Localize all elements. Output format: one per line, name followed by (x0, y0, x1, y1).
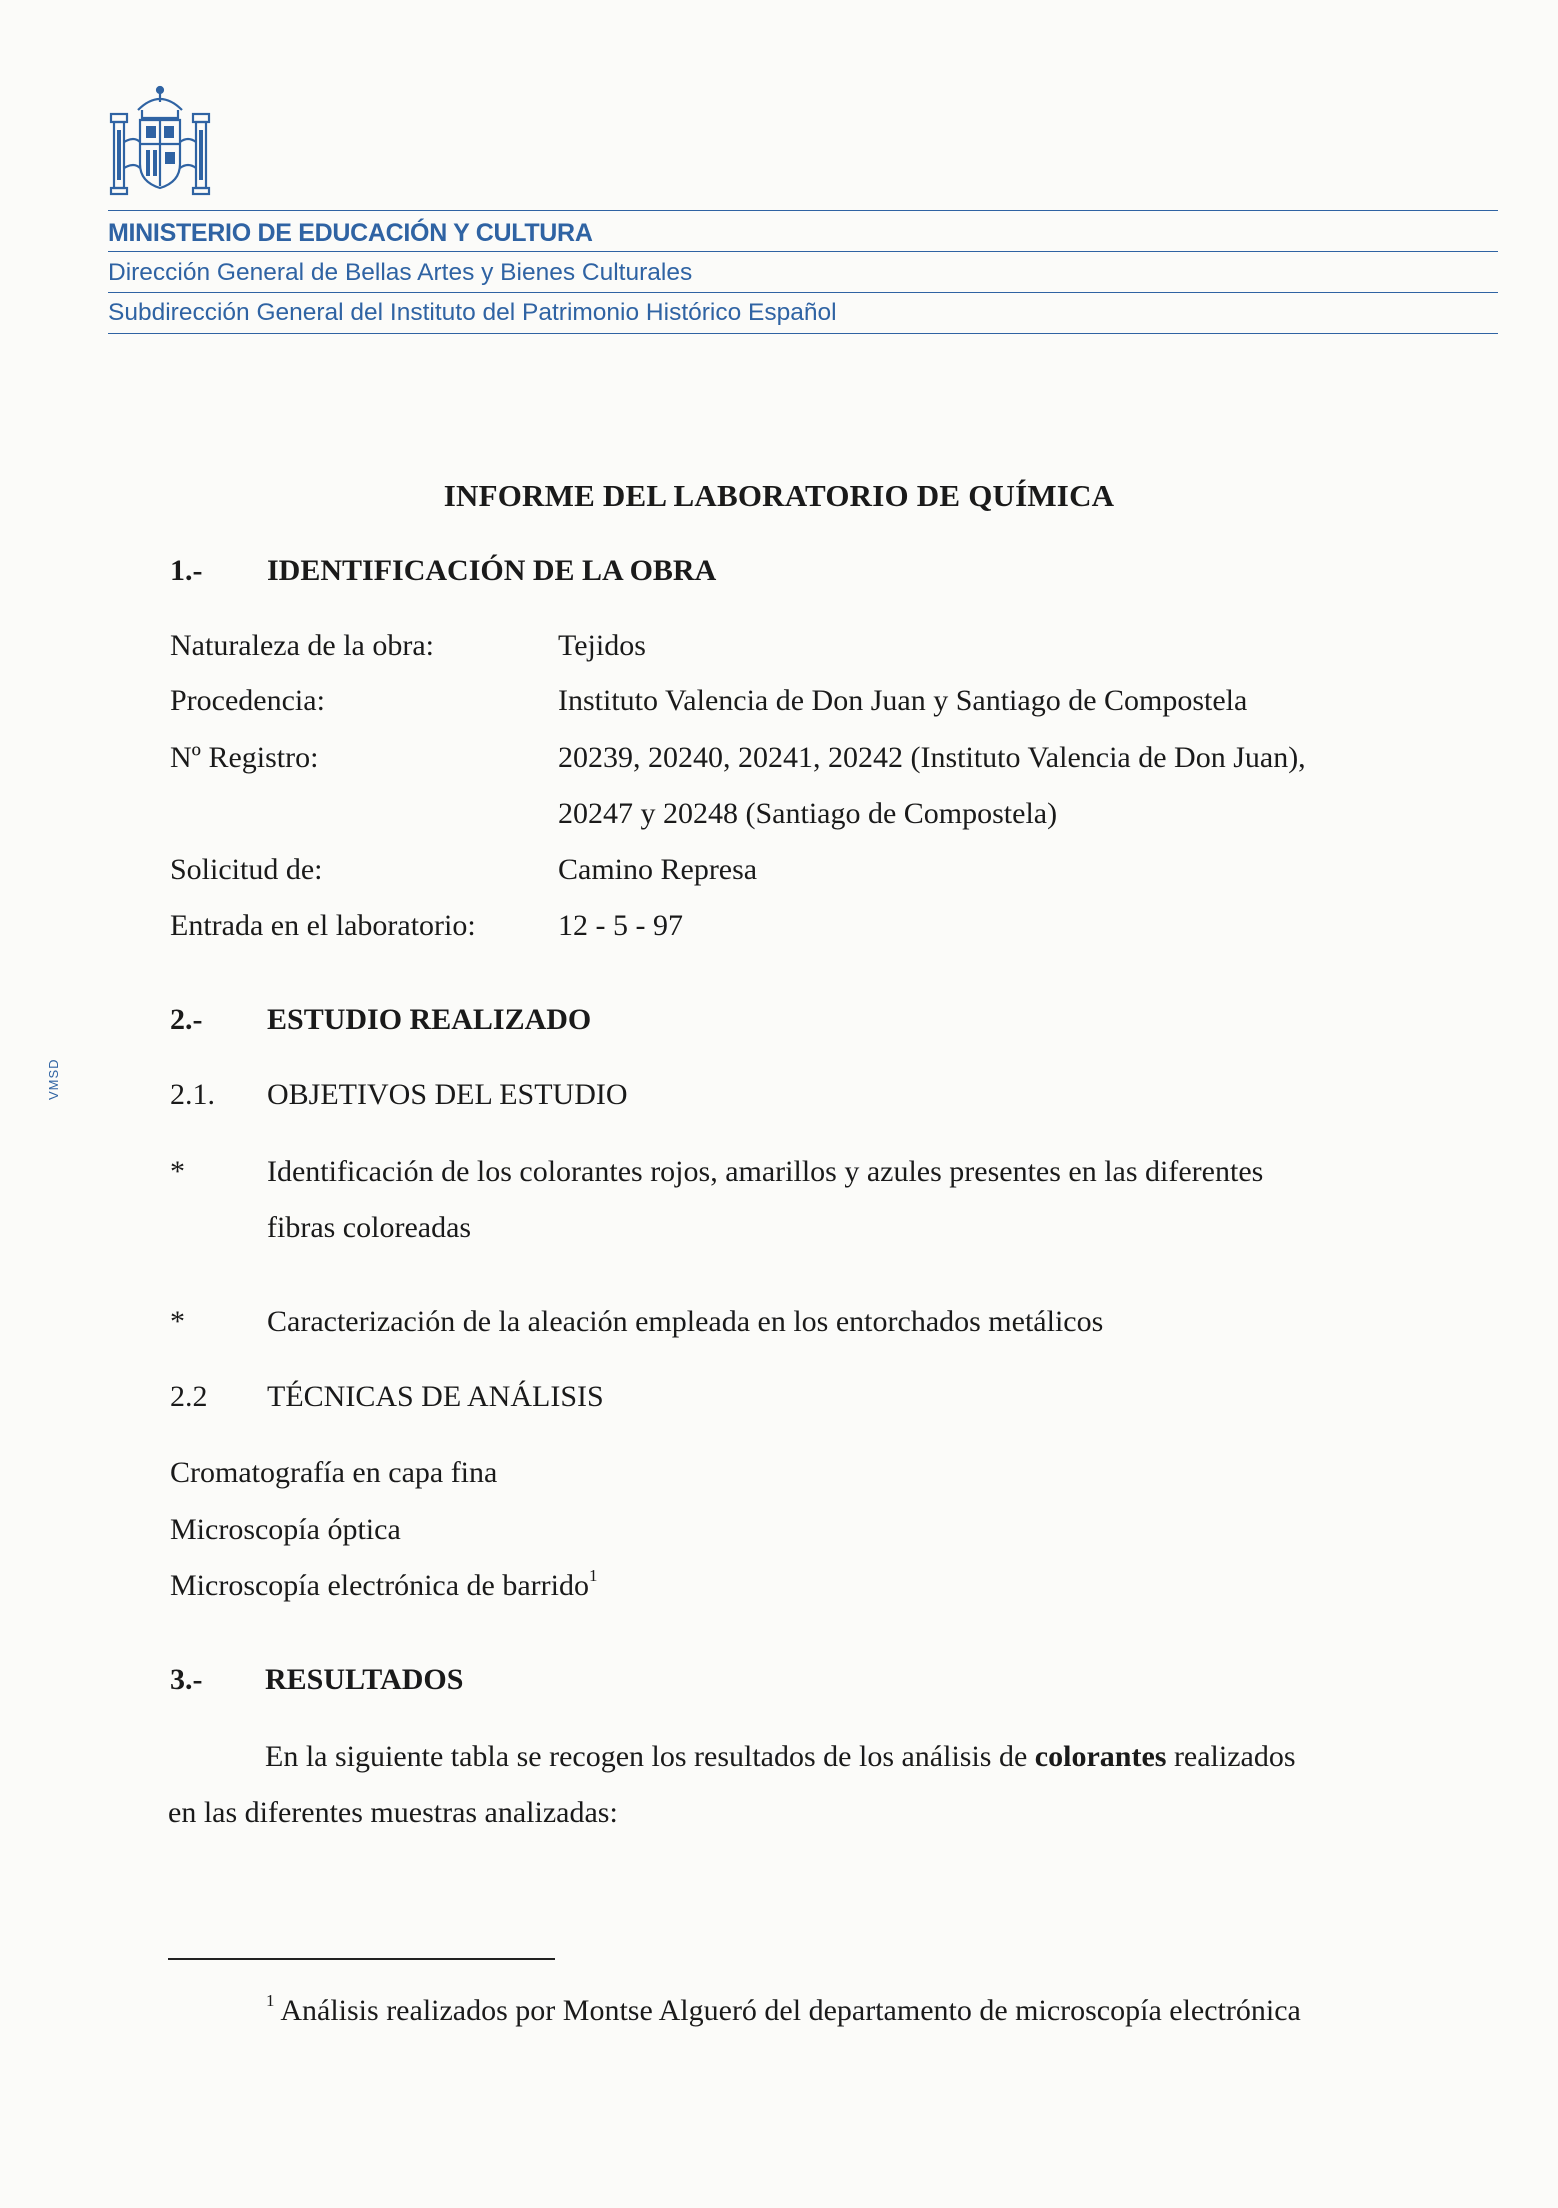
results-paragraph-line-1 (265, 1742, 1296, 1772)
header-rule-3 (108, 292, 1498, 293)
directorate-name: Dirección General de Bellas Artes y Bienes Culturales (108, 259, 693, 286)
bullet-text-continued: fibras coloreadas (267, 1211, 472, 1244)
technique-text: Microscopía electrónica de barrido (170, 1569, 589, 1602)
subsection-2-2-number: 2.2 (170, 1380, 208, 1413)
field-value: Instituto Valencia de Don Juan y Santiago de Compostela (558, 684, 1248, 717)
section-1-heading: IDENTIFICACIÓN DE LA OBRA (267, 554, 717, 587)
section-3-heading: RESULTADOS (265, 1663, 464, 1696)
header-rule-2 (108, 251, 1498, 252)
bullet-marker: * (170, 1155, 185, 1188)
footnote-number: 1 (266, 1991, 275, 2010)
footnote (266, 1991, 1301, 2027)
results-paragraph-line-2: en las diferentes muestras analizadas: (168, 1796, 618, 1829)
field-label: Entrada en el laboratorio: (170, 909, 476, 942)
footnote-reference: 1 (588, 1566, 598, 1585)
field-value: Camino Represa (558, 853, 758, 886)
field-label: Nº Registro: (170, 741, 319, 774)
header-rule-1 (108, 210, 1498, 211)
field-value: Tejidos (558, 629, 646, 662)
field-value: 20239, 20240, 20241, 20242 (Instituto Valencia de Don Juan), (558, 741, 1306, 774)
field-value-continued: 20247 y 20248 (Santiago de Compostela) (558, 797, 1058, 830)
bullet-text: Identificación de los colorantes rojos, amarillos y azules presentes en las diferentes (267, 1155, 1264, 1188)
document-title: INFORME DEL LABORATORIO DE QUÍMICA (443, 478, 1115, 513)
technique-item: Cromatografía en capa fina (170, 1456, 498, 1489)
paragraph-text: realizados (1173, 1740, 1296, 1773)
technique-item-with-footnote (170, 1566, 598, 1602)
section-3-number: 3.- (170, 1663, 203, 1696)
header-rule-4 (108, 333, 1498, 334)
field-label: Procedencia: (170, 684, 325, 717)
footnote-text: Análisis realizados por Montse Algueró del departamento de microscopía electrónica (280, 1994, 1301, 2027)
field-label: Naturaleza de la obra: (170, 629, 435, 662)
section-2-number: 2.- (170, 1003, 203, 1036)
section-1-number: 1.- (170, 554, 203, 587)
paragraph-text: En la siguiente tabla se recogen los resultados de los análisis de (265, 1740, 1028, 1773)
footnote-separator (168, 1958, 555, 1960)
section-2-heading: ESTUDIO REALIZADO (267, 1003, 592, 1036)
subdirectorate-name: Subdirección General del Instituto del Patrimonio Histórico Español (108, 299, 837, 326)
field-label: Solicitud de: (170, 853, 323, 886)
bullet-marker: * (170, 1305, 185, 1338)
subsection-2-1-heading: OBJETIVOS DEL ESTUDIO (267, 1078, 628, 1111)
ministry-name: MINISTERIO DE EDUCACIÓN Y CULTURA (108, 219, 593, 247)
technique-item: Microscopía óptica (170, 1513, 401, 1546)
subsection-2-2-heading: TÉCNICAS DE ANÁLISIS (267, 1380, 604, 1413)
side-mark: VMSD (46, 1058, 61, 1100)
paragraph-emphasis: colorantes (1034, 1740, 1167, 1773)
coat-of-arms-logo (108, 82, 212, 198)
subsection-2-1-number: 2.1. (170, 1078, 215, 1111)
field-value: 12 - 5 - 97 (558, 909, 683, 942)
bullet-text: Caracterización de la aleación empleada en los entorchados metálicos (267, 1305, 1104, 1338)
